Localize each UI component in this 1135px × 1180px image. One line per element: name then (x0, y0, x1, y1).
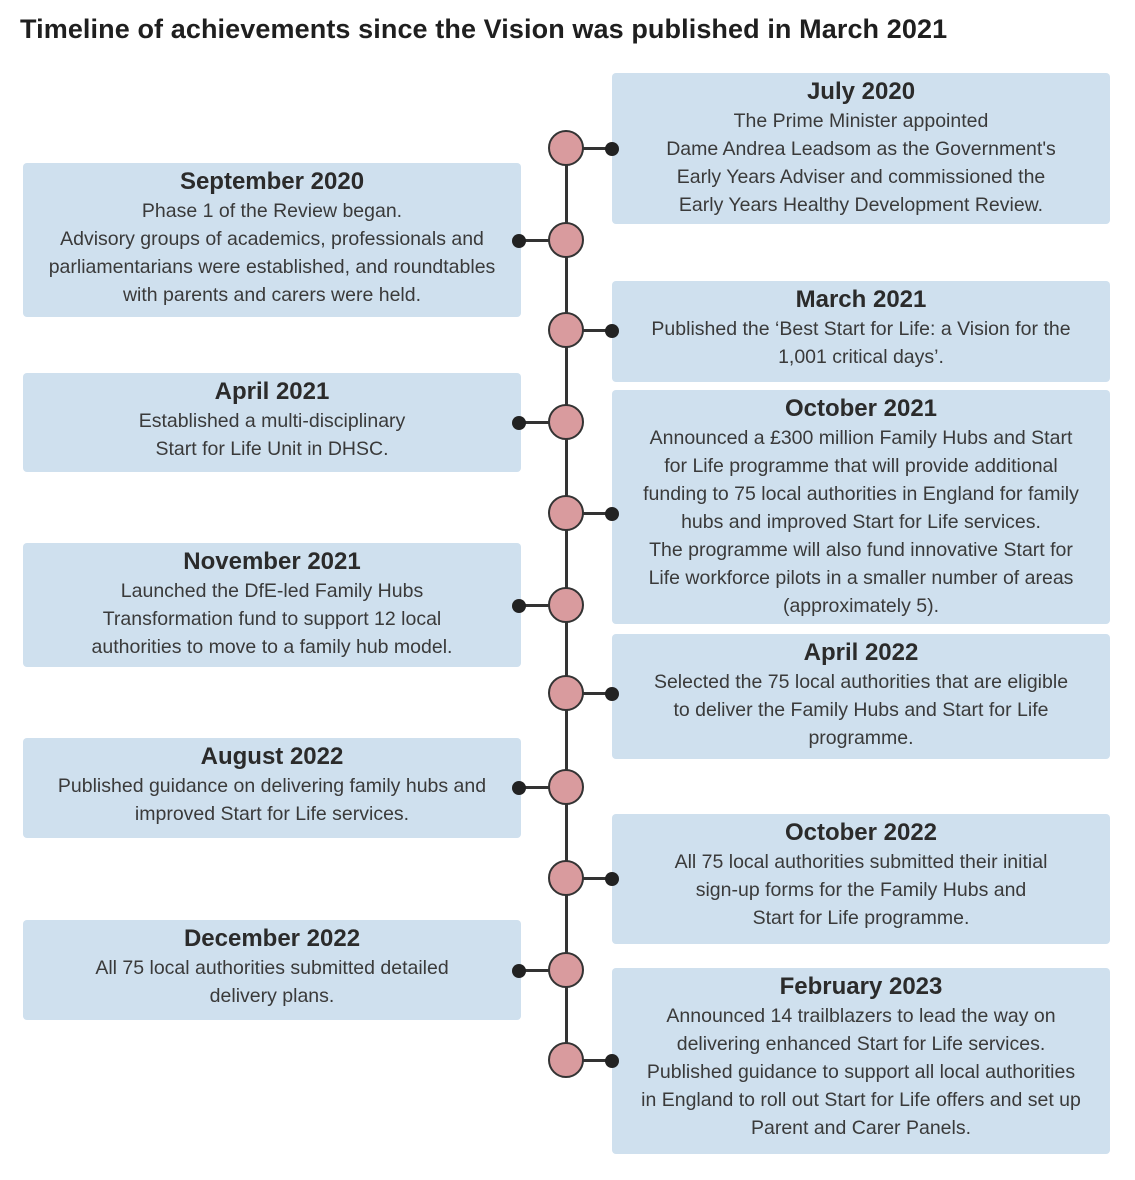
timeline-node (548, 312, 584, 348)
event-text-line: Early Years Adviser and commissioned the (676, 166, 1046, 188)
event-box-february-2023 (612, 968, 1110, 1154)
event-text-line: Announced 14 trailblazers to lead the way on (666, 1005, 1056, 1027)
event-text-line: delivery plans. (209, 985, 335, 1007)
event-text-line: delivering enhanced Start for Life services. (676, 1033, 1046, 1055)
event-description (612, 1002, 1110, 1142)
connector-dot (605, 324, 619, 338)
event-date: March 2021 (795, 286, 927, 313)
event-text-line: Published guidance on delivering family hubs and (57, 775, 487, 797)
connector-dot (605, 687, 619, 701)
event-text-line: All 75 local authorities submitted their initial (674, 851, 1048, 873)
event-text-line: sign-up forms for the Family Hubs and (695, 879, 1027, 901)
event-description (23, 407, 521, 463)
timeline-node (548, 1042, 584, 1078)
event-text-line: parliamentarians were established, and roundtables (48, 256, 496, 278)
timeline-node (548, 952, 584, 988)
event-box-october-2022 (612, 814, 1110, 944)
timeline-node (548, 675, 584, 711)
event-description (23, 772, 521, 828)
event-text-line: in England to roll out Start for Life offers and set up (641, 1089, 1081, 1111)
event-date: November 2021 (183, 548, 361, 575)
event-box-april-2022 (612, 634, 1110, 759)
event-text-line: Selected the 75 local authorities that are eligible (653, 671, 1069, 693)
event-text-line: Dame Andrea Leadsom as the Government's (666, 138, 1056, 160)
event-text-line: Established a multi-disciplinary (138, 410, 406, 432)
timeline-node (548, 860, 584, 896)
event-text-line: Launched the DfE-led Family Hubs (120, 580, 424, 602)
timeline-node (548, 769, 584, 805)
timeline-node (548, 495, 584, 531)
event-description (23, 197, 521, 309)
event-text-line: Phase 1 of the Review began. (141, 200, 403, 222)
event-text-line: Start for Life Unit in DHSC. (155, 438, 389, 460)
event-box-november-2021 (23, 543, 521, 667)
connector-dot (512, 964, 526, 978)
connector-dot (512, 416, 526, 430)
event-date: February 2023 (779, 973, 943, 1000)
event-text-line: hubs and improved Start for Life services. (681, 511, 1041, 533)
timeline-node (548, 404, 584, 440)
event-date: December 2022 (183, 925, 361, 952)
event-box-april-2021 (23, 373, 521, 472)
event-box-march-2021 (612, 281, 1110, 382)
timeline-node (548, 587, 584, 623)
event-date: September 2020 (179, 168, 365, 195)
event-text-line: Start for Life programme. (752, 907, 970, 929)
connector-dot (605, 872, 619, 886)
event-date: October 2021 (784, 395, 938, 422)
event-box-september-2020 (23, 163, 521, 317)
connector-dot (605, 142, 619, 156)
event-text-line: The programme will also fund innovative Start for (649, 539, 1073, 561)
timeline-node (548, 130, 584, 166)
timeline-node (548, 222, 584, 258)
event-box-october-2021 (612, 390, 1110, 624)
event-date: August 2022 (200, 743, 344, 770)
event-description (23, 577, 521, 661)
event-text-line: authorities to move to a family hub model. (91, 636, 453, 658)
connector-dot (512, 234, 526, 248)
event-text-line: Announced a £300 million Family Hubs and Start (649, 427, 1073, 449)
event-box-december-2022 (23, 920, 521, 1020)
connector-dot (512, 599, 526, 613)
event-text-line: improved Start for Life services. (134, 803, 410, 825)
event-text-line: Advisory groups of academics, professionals and (60, 228, 484, 250)
event-text-line: Transformation fund to support 12 local (102, 608, 442, 630)
event-description (612, 107, 1110, 219)
event-text-line: Published guidance to support all local authorities (646, 1061, 1076, 1083)
event-text-line: Early Years Healthy Development Review. (678, 194, 1044, 216)
event-description (23, 954, 521, 1010)
event-date: April 2021 (214, 378, 330, 405)
event-date: October 2022 (784, 819, 938, 846)
page-title: Timeline of achievements since the Vision was published in March 2021 (20, 14, 948, 44)
event-text-line: 1,001 critical days’. (778, 346, 944, 368)
event-text-line: for Life programme that will provide additional (664, 455, 1058, 477)
event-text-line: Parent and Carer Panels. (750, 1117, 972, 1139)
event-text-line: The Prime Minister appointed (733, 110, 989, 132)
event-text-line: (approximately 5). (782, 595, 940, 617)
event-date: July 2020 (806, 78, 916, 105)
connector-dot (605, 507, 619, 521)
event-description (612, 315, 1110, 371)
event-date: April 2022 (803, 639, 919, 666)
event-description (612, 424, 1110, 620)
connector-dot (605, 1054, 619, 1068)
event-box-august-2022 (23, 738, 521, 838)
event-text-line: Published the ‘Best Start for Life: a Vision for the (651, 318, 1071, 340)
connector-dot (512, 781, 526, 795)
event-description (612, 848, 1110, 932)
event-box-july-2020 (612, 73, 1110, 224)
event-text-line: with parents and carers were held. (122, 284, 422, 306)
event-text-line: programme. (808, 727, 914, 749)
event-description (612, 668, 1110, 752)
event-text-line: All 75 local authorities submitted detailed (95, 957, 449, 979)
event-text-line: to deliver the Family Hubs and Start for Life (673, 699, 1049, 721)
event-text-line: funding to 75 local authorities in England for family (643, 483, 1079, 505)
event-text-line: Life workforce pilots in a smaller number of areas (648, 567, 1074, 589)
